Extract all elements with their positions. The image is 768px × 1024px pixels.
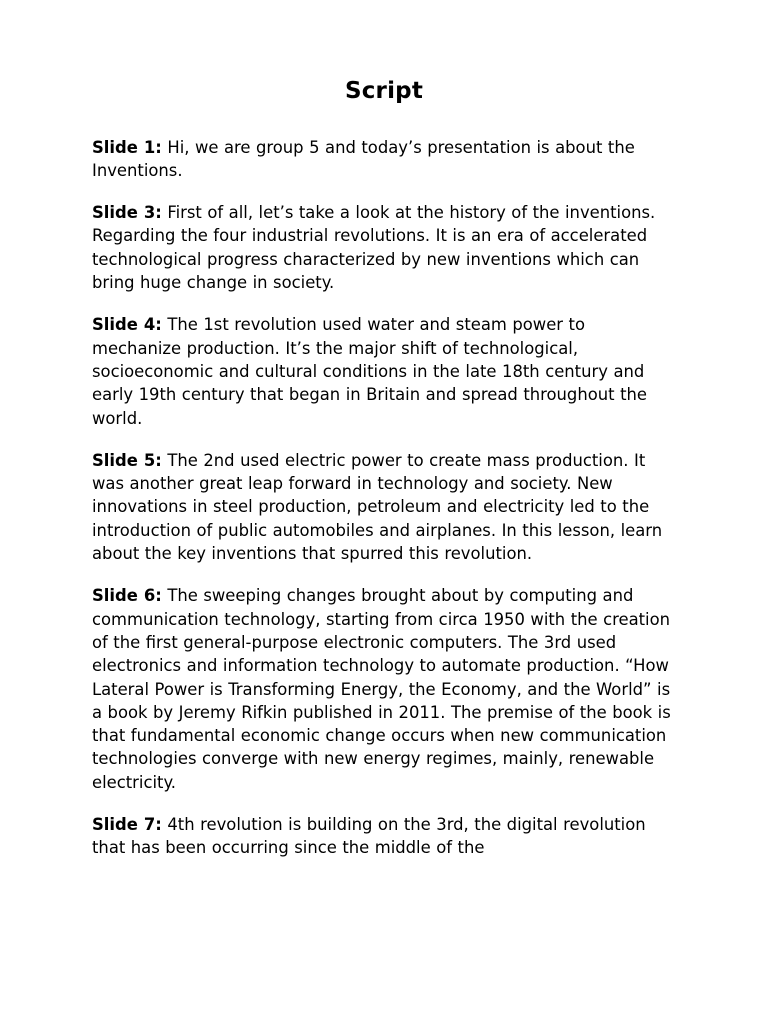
page-title: Script [344, 78, 424, 104]
paragraph-text: First of all, let’s take a look at the history of the inventions. Regarding the four industrial revolutions. It is an era of accelerated technological progress characterized by new inventions which can bring huge change in society. [92, 203, 656, 293]
paragraph-lead: Slide 3: [92, 203, 162, 223]
paragraph-slide-4 [92, 313, 676, 429]
paragraph-slide-6 [92, 584, 676, 794]
paragraph-text: 4th revolution is building on the 3rd, the digital revolution that has been occurring since the middle of the [92, 815, 646, 858]
paragraph-lead: Slide 1: [92, 137, 162, 157]
paragraph-text: Hi, we are group 5 and today’s presentation is about the Inventions. [92, 137, 635, 180]
paragraph-text: The 2nd used electric power to create mass production. It was another great leap forward in technology and society. New innovations in steel production, petroleum and electricity led to the introduction of public automobiles and airplanes. In this lesson, learn about the key inventions that spurred this revolution. [92, 450, 663, 564]
paragraph-slide-5 [92, 449, 676, 565]
paragraph-slide-3 [92, 201, 676, 294]
paragraph-slide-7 [92, 813, 676, 860]
paragraph-lead: Slide 4: [92, 315, 162, 335]
paragraph-slide-1 [92, 136, 676, 183]
paragraph-lead: Slide 7: [92, 815, 162, 835]
paragraph-text: The sweeping changes brought about by computing and communication technology, starting from circa 1950 with the creation of the first general-purpose electronic computers. The 3rd used electronics and information technology to automate production. “How Lateral Power is Transforming Energy, the Economy, and the World” is a book by Jeremy Rifkin published in 2011. The premise of the book is that fundamental economic change occurs when new communication technologies converge with new energy regimes, mainly, renewable electricity. [92, 586, 671, 792]
paragraph-text: The 1st revolution used water and steam power to mechanize production. It’s the major shift of technological, socioeconomic and cultural conditions in the late 18th century and early 19th century that began in Britain and spread throughout the world. [92, 315, 647, 428]
paragraph-lead: Slide 5: [92, 450, 162, 470]
paragraph-lead: Slide 6: [92, 586, 162, 606]
